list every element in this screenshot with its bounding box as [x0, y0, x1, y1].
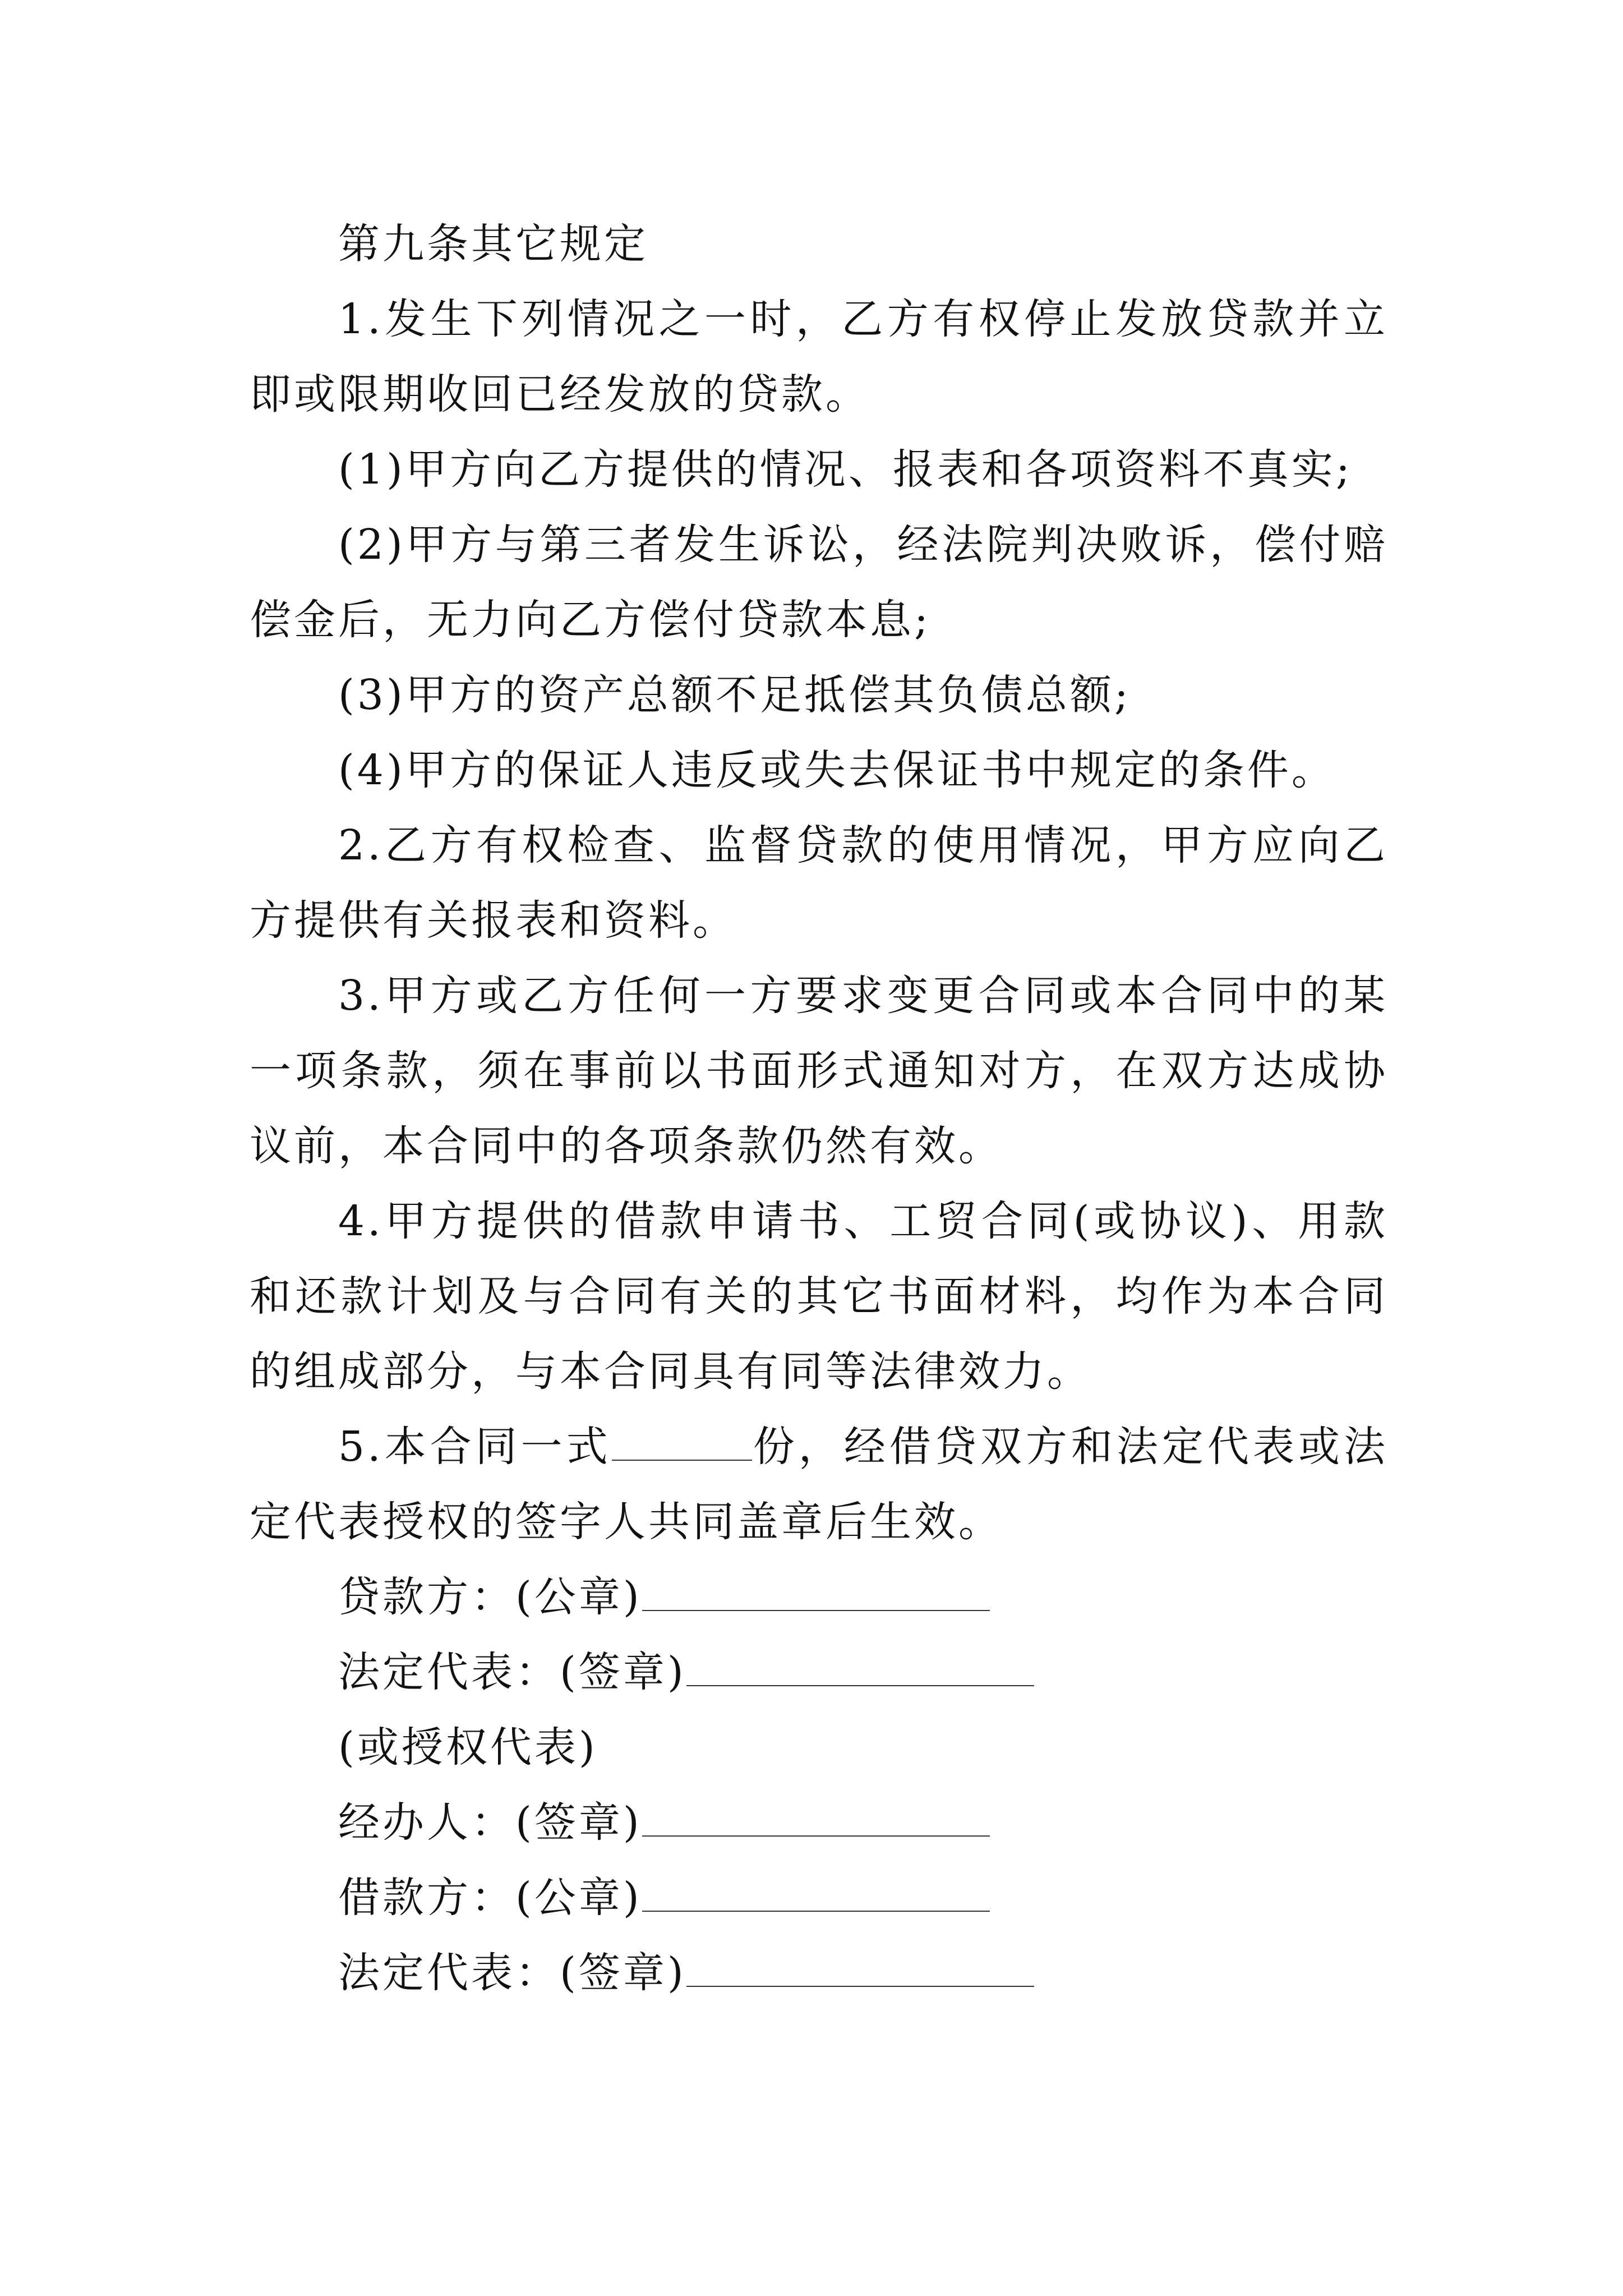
signature-borrower-legal-rep	[250, 1935, 1388, 2010]
clause-1-item-2: (2)甲方与第三者发生诉讼，经法院判决败诉，偿付赔偿金后，无力向乙方偿付贷款本息;	[250, 521, 1388, 644]
clause-3: 3.甲方或乙方任何一方要求变更合同或本合同中的某一项条款，须在事前以书面形式通知对方，在双方达成协议前，本合同中的各项条款仍然有效。	[250, 972, 1388, 1170]
signature-blank	[642, 1796, 990, 1837]
clause-5-before-blank: 5.本合同一式	[338, 1423, 612, 1471]
signature-blank	[642, 1871, 990, 1912]
signature-label: 法定代表：(签章)	[338, 1949, 686, 1997]
signature-blank	[686, 1646, 1034, 1686]
clause-5	[250, 1409, 1388, 1559]
signature-label: 法定代表：(签章)	[338, 1648, 686, 1696]
signature-label: (或授权代表)	[338, 1723, 598, 1772]
signature-authorized-rep	[250, 1710, 1388, 1785]
clause-1-item-1: (1)甲方向乙方提供的情况、报表和各项资料不真实;	[338, 445, 1353, 494]
signature-lender	[250, 1559, 1388, 1635]
signature-handler	[250, 1785, 1388, 1860]
section-heading: 第九条其它规定	[338, 220, 648, 268]
signature-lender-legal-rep	[250, 1635, 1388, 1710]
clause-1-item-4: (4)甲方的保证人违反或失去保证书中规定的条件。	[338, 746, 1336, 794]
signature-blank	[686, 1947, 1034, 1987]
clause-1-intro: 1.发生下列情况之一时，乙方有权停止发放贷款并立即或限期收回已经发放的贷款。	[250, 295, 1388, 418]
signature-label: 借款方：(公章)	[338, 1874, 642, 1922]
clause-5-after-blank: 份，经借贷双方和法定代表或法定代表授权的签字人共同盖章后生效。	[250, 1423, 1389, 1546]
clause-4: 4.甲方提供的借款申请书、工贸合同(或协议)、用款和还款计划及与合同有关的其它书面材料，均作为本合同的组成部分，与本合同具有同等法律效力。	[250, 1197, 1388, 1396]
signature-label: 经办人：(签章)	[338, 1798, 642, 1847]
clause-2: 2.乙方有权检查、监督贷款的使用情况，甲方应向乙方提供有关报表和资料。	[250, 821, 1388, 945]
document-body	[250, 206, 1388, 2010]
signature-label: 贷款方：(公章)	[338, 1573, 642, 1621]
copies-blank	[612, 1420, 752, 1461]
signature-blank	[642, 1571, 990, 1611]
signature-borrower	[250, 1860, 1388, 1935]
clause-1-item-3: (3)甲方的资产总额不足抵偿其负债总额;	[338, 671, 1131, 719]
